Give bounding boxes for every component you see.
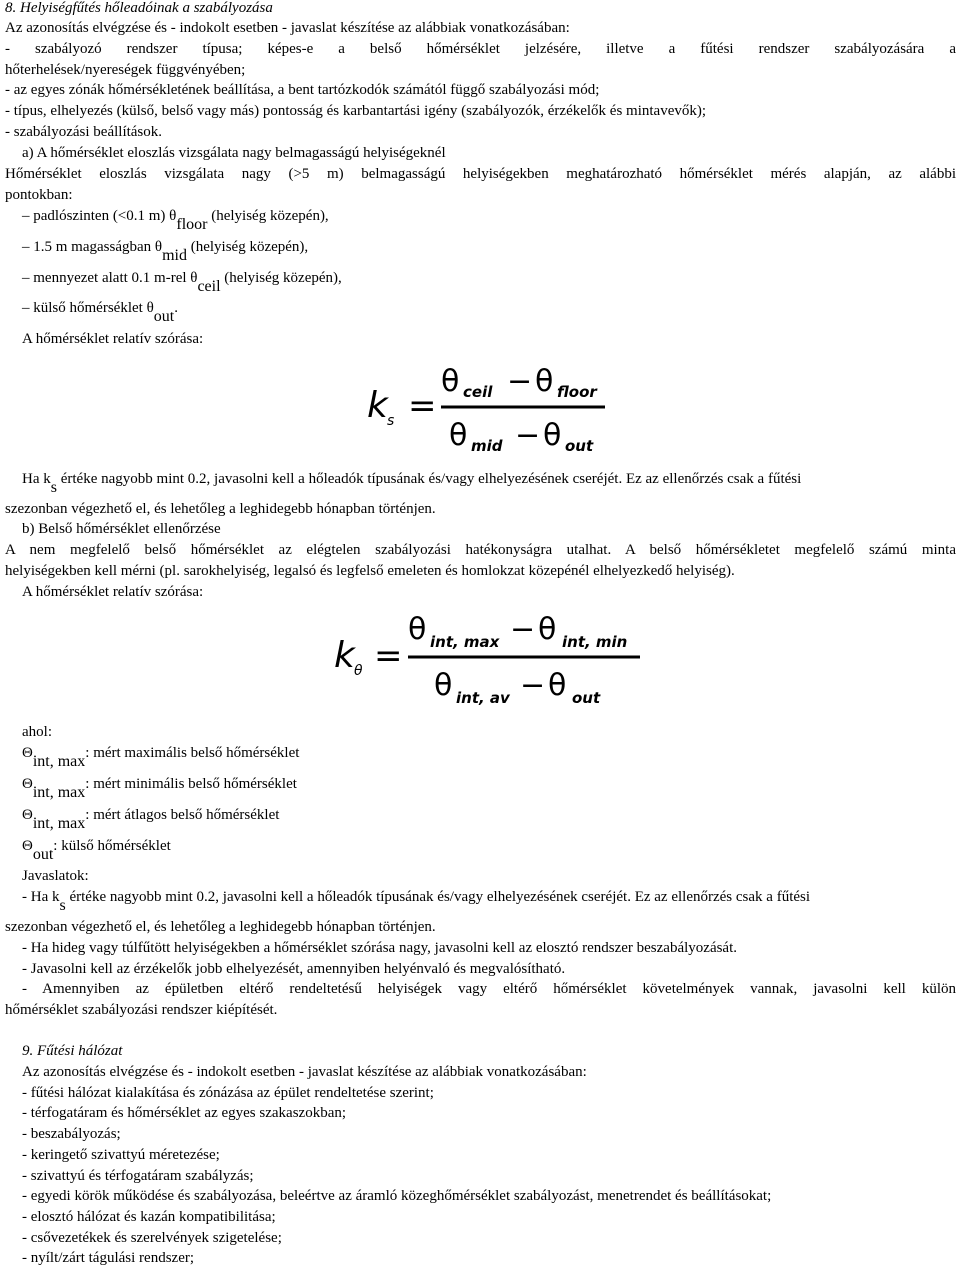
definition-max-symbol: Θ <box>22 745 33 761</box>
recommendation-sensors: - Javasolni kell az érzékelők jobb elhelyezését, amennyiben helyénvaló és megvalósítható. <box>22 961 566 977</box>
measure-point-out-suffix: . <box>174 300 178 316</box>
theta-ceil-subscript: ceil <box>197 278 221 295</box>
formula-ktheta-lhs: k <box>334 635 355 676</box>
definition-avg <box>22 806 280 832</box>
definition-out <box>22 837 171 863</box>
relative-spread-label-1: A hőmérséklet relatív szórása: <box>22 331 204 347</box>
recommendation-ks-cont: szezonban végezhető el, és lehetőleg a leghidegebb hónapban történjen. <box>5 919 436 935</box>
formula-ks-num-theta-a: θ <box>441 364 460 399</box>
theta-mid-subscript: mid <box>162 247 187 264</box>
bullet-controller-type: - szabályozó rendszer típusa; képes-e a belső hőmérséklet jelzésére, illetve a fűtési rendszer szabályozására a <box>5 41 956 57</box>
ks-threshold-note-cont: szezonban végezhető el, és lehetőleg a leghidegebb hónapban történjen. <box>5 501 436 517</box>
recommendation-balancing: - Ha hideg vagy túlfűtött helyiségekben a hőmérséklet szórása nagy, javasolni kell az elosztó rendszer beszabályozását. <box>22 940 738 956</box>
definition-avg-symbol: Θ <box>22 807 33 823</box>
bullet-zone-settings: - az egyes zónák hőmérsékletének beállítása, a bent tartózkodók számától függő szabályozási mód; <box>5 82 600 98</box>
formula-ks-lhs: k <box>367 385 388 426</box>
theta-out-subscript: out <box>153 308 175 325</box>
formula-ks-equals: = <box>408 386 437 426</box>
relative-spread-label-2: A hőmérséklet relatív szórása: <box>22 584 204 600</box>
formula-ktheta-den-sub-a: int, av <box>456 689 510 707</box>
ks-subscript: s <box>50 479 57 496</box>
measure-point-out-label: – külső hőmérséklet θ <box>22 300 154 316</box>
ks-threshold-text: értéke nagyobb mint 0.2, javasolni kell a hőleadók típusának és/vagy elhelyezésének cseréjét. Ez az ellenőrzés csak a fűtési <box>56 471 802 487</box>
definition-avg-text: : mért átlagos belső hőmérséklet <box>85 807 280 823</box>
formula-ks-num-sub-a: ceil <box>463 383 493 401</box>
formula-ks-den-minus: − <box>515 418 541 453</box>
bullet-sensor-type: - típus, elhelyezés (külső, belső vagy más) pontosság és karbantartási igény (szabályozók, érzékelők és mintavevők); <box>5 103 707 119</box>
recommendation-ks <box>22 888 811 914</box>
list-item: - nyílt/zárt tágulási rendszer; <box>22 1250 195 1266</box>
bullet-control-settings: - szabályozási beállítások. <box>5 124 163 140</box>
definition-out-subscript: out <box>32 846 54 863</box>
recommendation-ks-subscript: s <box>59 897 66 914</box>
measure-point-floor-label: – padlószinten (<0.1 m) θ <box>22 208 177 224</box>
formula-ktheta-den-theta-b: θ <box>548 668 567 703</box>
formula-ktheta-equals: = <box>374 636 403 676</box>
list-item: - szivattyú és térfogatáram szabályzás; <box>22 1168 254 1184</box>
recommendation-ks-text: értéke nagyobb mint 0.2, javasolni kell a hőleadók típusának és/vagy elhelyezésének cseréjét. Ez az ellenőrzés csak a fűtési <box>65 889 811 905</box>
formula-ks-num-sub-b: floor <box>557 383 597 401</box>
formula-ks-lhs-sub: s <box>387 413 395 429</box>
definition-min <box>22 775 297 801</box>
ks-threshold-note <box>22 470 802 496</box>
list-item: - csővezetékek és szerelvények szigetelése; <box>22 1230 282 1246</box>
subsection-a-para-cont: pontokban: <box>5 187 73 203</box>
formula-ktheta-num-sub-a: int, max <box>430 633 500 651</box>
section-9-title: 9. Fűtési hálózat <box>22 1043 123 1059</box>
subsection-b-title: b) Belső hőmérséklet ellenőrzése <box>22 521 221 537</box>
list-item: - egyedi körök működése és szabályozása, beleértve az áramló közeghőmérséklet szabályozást, menetrendet és beállításokat; <box>22 1188 772 1204</box>
measure-point-ceil <box>22 269 342 295</box>
measure-point-ceil-suffix: (helyiség közepén), <box>220 270 342 286</box>
theta-floor-subscript: floor <box>176 216 208 233</box>
definition-max <box>22 744 300 770</box>
measure-point-out <box>22 299 178 325</box>
list-item: - elosztó hálózat és kazán kompatibilitása; <box>22 1209 276 1225</box>
formula-ktheta-lhs-sub: θ <box>354 663 363 679</box>
section-9-intro: Az azonosítás elvégzése és - indokolt esetben - javaslat készítése az alábbiak vonatkozásában: <box>22 1064 587 1080</box>
where-label: ahol: <box>22 724 52 740</box>
section-8-title: 8. Helyiségfűtés hőleadóinak a szabályozása <box>5 0 273 16</box>
list-item: - térfogatáram és hőmérséklet az egyes szakaszokban; <box>22 1105 347 1121</box>
formula-ktheta-num-minus: − <box>510 612 536 647</box>
measure-point-floor-suffix: (helyiség közepén), <box>207 208 329 224</box>
recommendations-label: Javaslatok: <box>22 868 89 884</box>
ks-threshold-prefix: Ha k <box>22 471 51 487</box>
list-item: - keringető szivattyú méretezése; <box>22 1147 220 1163</box>
measure-point-mid <box>22 238 309 264</box>
measure-point-ceil-label: – mennyezet alatt 0.1 m-rel θ <box>22 270 198 286</box>
recommendation-separate-control-cont: hőmérséklet szabályozási rendszer kiépítését. <box>5 1002 278 1018</box>
section-8-intro: Az azonosítás elvégzése és - indokolt esetben - javaslat készítése az alábbiak vonatkozásában: <box>5 20 570 36</box>
list-item: - fűtési hálózat kialakítása és zónázása az épület rendeltetése szerint; <box>22 1085 434 1101</box>
formula-ktheta-num-sub-b: int, min <box>562 633 628 651</box>
formula-ks-den-theta-a: θ <box>449 418 468 453</box>
formula-ks-den-sub-b: out <box>565 437 594 455</box>
subsection-a-para: Hőmérséklet eloszlás vizsgálata nagy (>5 m) belmagasságú helyiségekben meghatározható hőmérséklet mérés alapján, az alábbi <box>5 166 956 182</box>
formula-ktheta-num-theta-b: θ <box>538 612 557 647</box>
measure-point-mid-suffix: (helyiség közepén), <box>186 239 309 255</box>
formula-ks-den-theta-b: θ <box>543 418 562 453</box>
formula-ks-den-sub-a: mid <box>471 437 503 455</box>
measure-point-floor <box>22 207 329 233</box>
definition-out-text: : külső hőmérséklet <box>53 838 171 854</box>
subsection-a-title: a) A hőmérséklet eloszlás vizsgálata nagy belmagasságú helyiségeknél <box>22 145 446 161</box>
recommendation-separate-control: - Amennyiben az épületben eltérő rendeltetésű helyiségek vagy eltérő hőmérséklet követelmények vannak, javasolni kell külön <box>22 981 956 997</box>
formula-ktheta-den-sub-b: out <box>572 689 601 707</box>
list-item: - beszabályozás; <box>22 1126 121 1142</box>
subsection-b-para: A nem megfelelő belső hőmérséklet az elégtelen szabályozási hatékonyságra utalhat. A belső hőmérsékletet megfelelő számú minta <box>5 542 956 558</box>
bullet-controller-type-cont: hőterhelések/nyereségek függvényében; <box>5 62 246 78</box>
definition-max-text: : mért maximális belső hőmérséklet <box>85 745 300 761</box>
definition-min-subscript: int, max <box>32 784 86 801</box>
definition-max-subscript: int, max <box>32 753 86 770</box>
definition-avg-subscript: int, max <box>32 815 86 832</box>
definition-out-symbol: Θ <box>22 838 33 854</box>
formula-ktheta-num-theta-a: θ <box>408 612 427 647</box>
formula-ks-num-theta-b: θ <box>535 364 554 399</box>
measure-point-mid-label: – 1.5 m magasságban θ <box>22 239 163 255</box>
definition-min-symbol: Θ <box>22 776 33 792</box>
definition-min-text: : mért minimális belső hőmérséklet <box>85 776 297 792</box>
formula-ktheta-den-minus: − <box>520 668 546 703</box>
formula-ktheta-den-theta-a: θ <box>434 668 453 703</box>
subsection-b-para-cont: helyiségekben kell mérni (pl. sarokhelyiség, legalsó és legfelső emeleten és homlokzat közepénél elhelyezkedő helyiség). <box>5 563 735 579</box>
formula-ktheta <box>330 603 650 715</box>
recommendation-ks-prefix: - Ha k <box>22 889 60 905</box>
formula-ks <box>365 355 615 465</box>
formula-ks-num-minus: − <box>507 364 533 399</box>
